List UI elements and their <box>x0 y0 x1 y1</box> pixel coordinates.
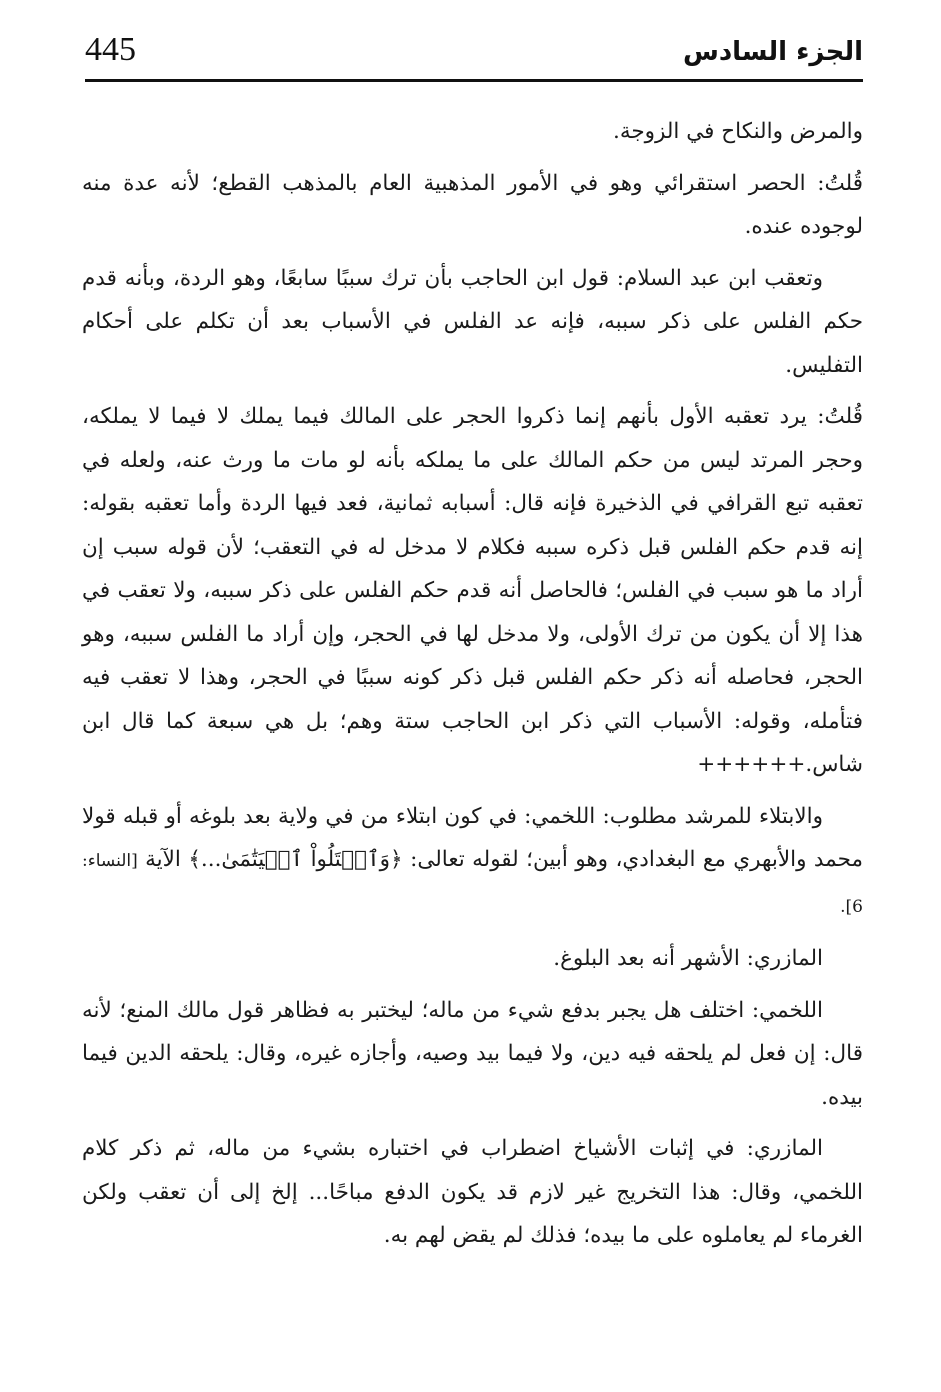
body-text <box>82 110 863 1266</box>
page-header <box>85 30 863 82</box>
paragraph-text: يرد تعقبه الأول بأنهم إنما ذكروا الحجر على المالك فيما يملك لا فيما لا يملكه، وحجر المرتد ليس من حكم المالك على ما يملكه بأنه لو مات ما ورث عنه، ولعله في تعقبه تبع القرافي في الذخيرة فإنه قال: أسبابه ثمانية، فعد فيها الردة وأما تعقبه بقوله: إنه قدم حكم الفلس قبل ذكره سببه فكلام لا مدخل له في التعقب؛ لأن قوله سبب إن أراد ما هو سبب في الفلس؛ فالحاصل أنه قدم حكم الفلس على ذكر سببه، ولا تعقب في هذا إلا أن يكون من ترك الأولى، ولا مدخل لها في الحجر، وإن أراد ما الفلس سببه، وهو الحجر، فحاصله أنه ذكر حكم الفلس قبل ذكر كونه سببًا في الحجر، وهذا لا تعقب فيه فتأمله، وقوله: الأسباب التي ذكر ابن الحاجب ستة وهم؛ بل هي سبعة كما قال ابن شاس.++++++ <box>82 404 863 777</box>
paragraph-text: المازري: الأشهر أنه بعد البلوغ. <box>553 946 823 971</box>
paragraph-4 <box>82 395 863 787</box>
header-rule <box>85 79 863 82</box>
paragraph-text-after: الآية <box>137 847 189 872</box>
paragraph-2 <box>82 162 863 249</box>
paragraph-text: والمرض والنكاح في الزوجة. <box>612 119 863 144</box>
paragraph-8 <box>82 1127 863 1258</box>
paragraph-text: والابتلاء للمرشد مطلوب: اللخمي: في كون ابتلاء من في ولاية بعد بلوغه أو قبله قولا محمد والأبهري مع البغدادي، وهو أبين؛ لقوله تعالى: <box>82 803 863 872</box>
qultu-label: قُلتُ: <box>817 170 863 196</box>
page-number: 445 <box>85 31 136 68</box>
running-head-title: الجزء السادس <box>682 37 863 67</box>
quran-reference: [النساء: 6]. <box>82 851 863 917</box>
paragraph-text: وتعقب ابن عبد السلام: قول ابن الحاجب بأن ترك سببًا سابعًا، وهو الردة، وبأنه قدم حكم الفلس على ذكر سببه، فإنه عد الفلس في الأسباب بعد أن تكلم على أحكام التفليس. <box>82 265 863 378</box>
qultu-label: قُلتُ: <box>817 404 863 429</box>
paragraph-3 <box>82 257 863 388</box>
paragraph-1 <box>82 110 863 154</box>
paragraph-text: المازري: في إثبات الأشياخ اضطراب في اختباره بشيء من ماله، ثم ذكر كلام اللخمي، وقال: هذا التخريج غير لازم قد يكون الدفع مباحًا... إلخ إلى أن تعقب ولكن الغرماء لم يعاملوه على ما بيده؛ فذلك لم يقض لهم به. <box>82 1136 863 1248</box>
quran-quote: ﴿وَٱبۡتَلُواْ ٱلۡيَتَٰمَىٰ...﴾ <box>188 847 403 872</box>
paragraph-5 <box>82 795 863 930</box>
paragraph-text: الحصر استقرائي وهو في الأمور المذهبية العام بالمذهب القطع؛ لأنه عدة منه لوجوده عنده. <box>82 170 863 239</box>
paragraph-text: اللخمي: اختلف هل يجبر بدفع شيء من ماله؛ ليختبر به فظاهر قول مالك المنع؛ لأنه قال: إن فعل لم يلحقه فيه دين، ولا فيما بيد وصيه، وأجازه غيره، وقال: يلحقه الدين فيما بيده. <box>82 997 863 1110</box>
paragraph-6 <box>82 937 863 981</box>
paragraph-7 <box>82 989 863 1120</box>
